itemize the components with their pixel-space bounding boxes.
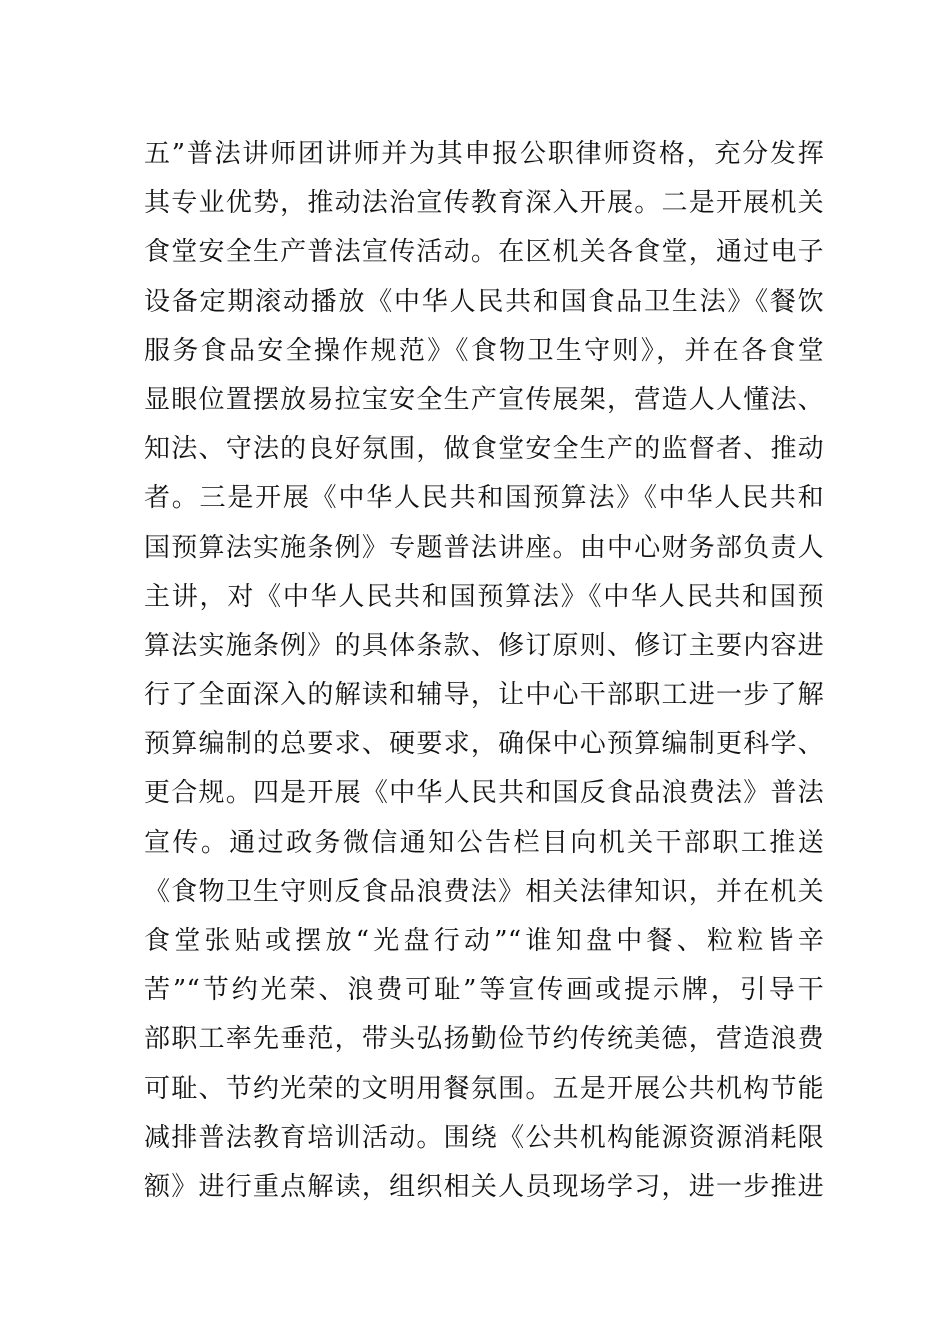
text-line: 食堂安全生产普法宣传活动。在区机关各食堂，通过电子 [144,237,824,268]
text-line: 预算编制的总要求、硬要求，确保中心预算编制更科学、 [144,729,824,760]
text-line: 者。三是开展《中华人民共和国预算法》《中华人民共和 [144,483,824,514]
text-line: 知法、守法的良好氛围，做食堂安全生产的监督者、推动 [144,434,824,465]
text-line: 算法实施条例》的具体条款、修订原则、修订主要内容进 [144,630,824,661]
text-line: 国预算法实施条例》专题普法讲座。由中心财务部负责人 [144,532,824,563]
text-line: 苦”“节约光荣、浪费可耻”等宣传画或提示牌，引导干 [144,975,824,1006]
text-line: 食堂张贴或摆放“光盘行动”“谁知盘中餐、粒粒皆辛 [144,926,824,956]
text-line: 五”普法讲师团讲师并为其申报公职律师资格，充分发挥 [144,139,824,169]
body-paragraph [144,130,824,1212]
text-line: 宣传。通过政务微信通知公告栏目向机关干部职工推送 [144,827,824,858]
text-line: 主讲，对《中华人民共和国预算法》《中华人民共和国预 [144,581,824,612]
text-line: 部职工率先垂范，带头弘扬勤俭节约传统美德，营造浪费 [144,1024,824,1055]
text-line: 更合规。四是开展《中华人民共和国反食品浪费法》普法 [144,778,824,809]
text-line: 行了全面深入的解读和辅导，让中心干部职工进一步了解 [144,680,824,711]
text-line: 显眼位置摆放易拉宝安全生产宣传展架，营造人人懂法、 [144,384,824,415]
text-line: 减排普法教育培训活动。围绕《公共机构能源资源消耗限 [144,1122,824,1153]
text-line: 服务食品安全操作规范》《食物卫生守则》，并在各食堂 [144,335,824,366]
text-line: 《食物卫生守则反食品浪费法》相关法律知识，并在机关 [144,876,824,907]
text-line: 额》进行重点解读，组织相关人员现场学习，进一步推进 [144,1171,824,1202]
text-line: 可耻、节约光荣的文明用餐氛围。五是开展公共机构节能 [144,1073,824,1104]
text-line: 设备定期滚动播放《中华人民共和国食品卫生法》《餐饮 [144,286,824,317]
text-line: 其专业优势，推动法治宣传教育深入开展。二是开展机关 [144,188,824,219]
